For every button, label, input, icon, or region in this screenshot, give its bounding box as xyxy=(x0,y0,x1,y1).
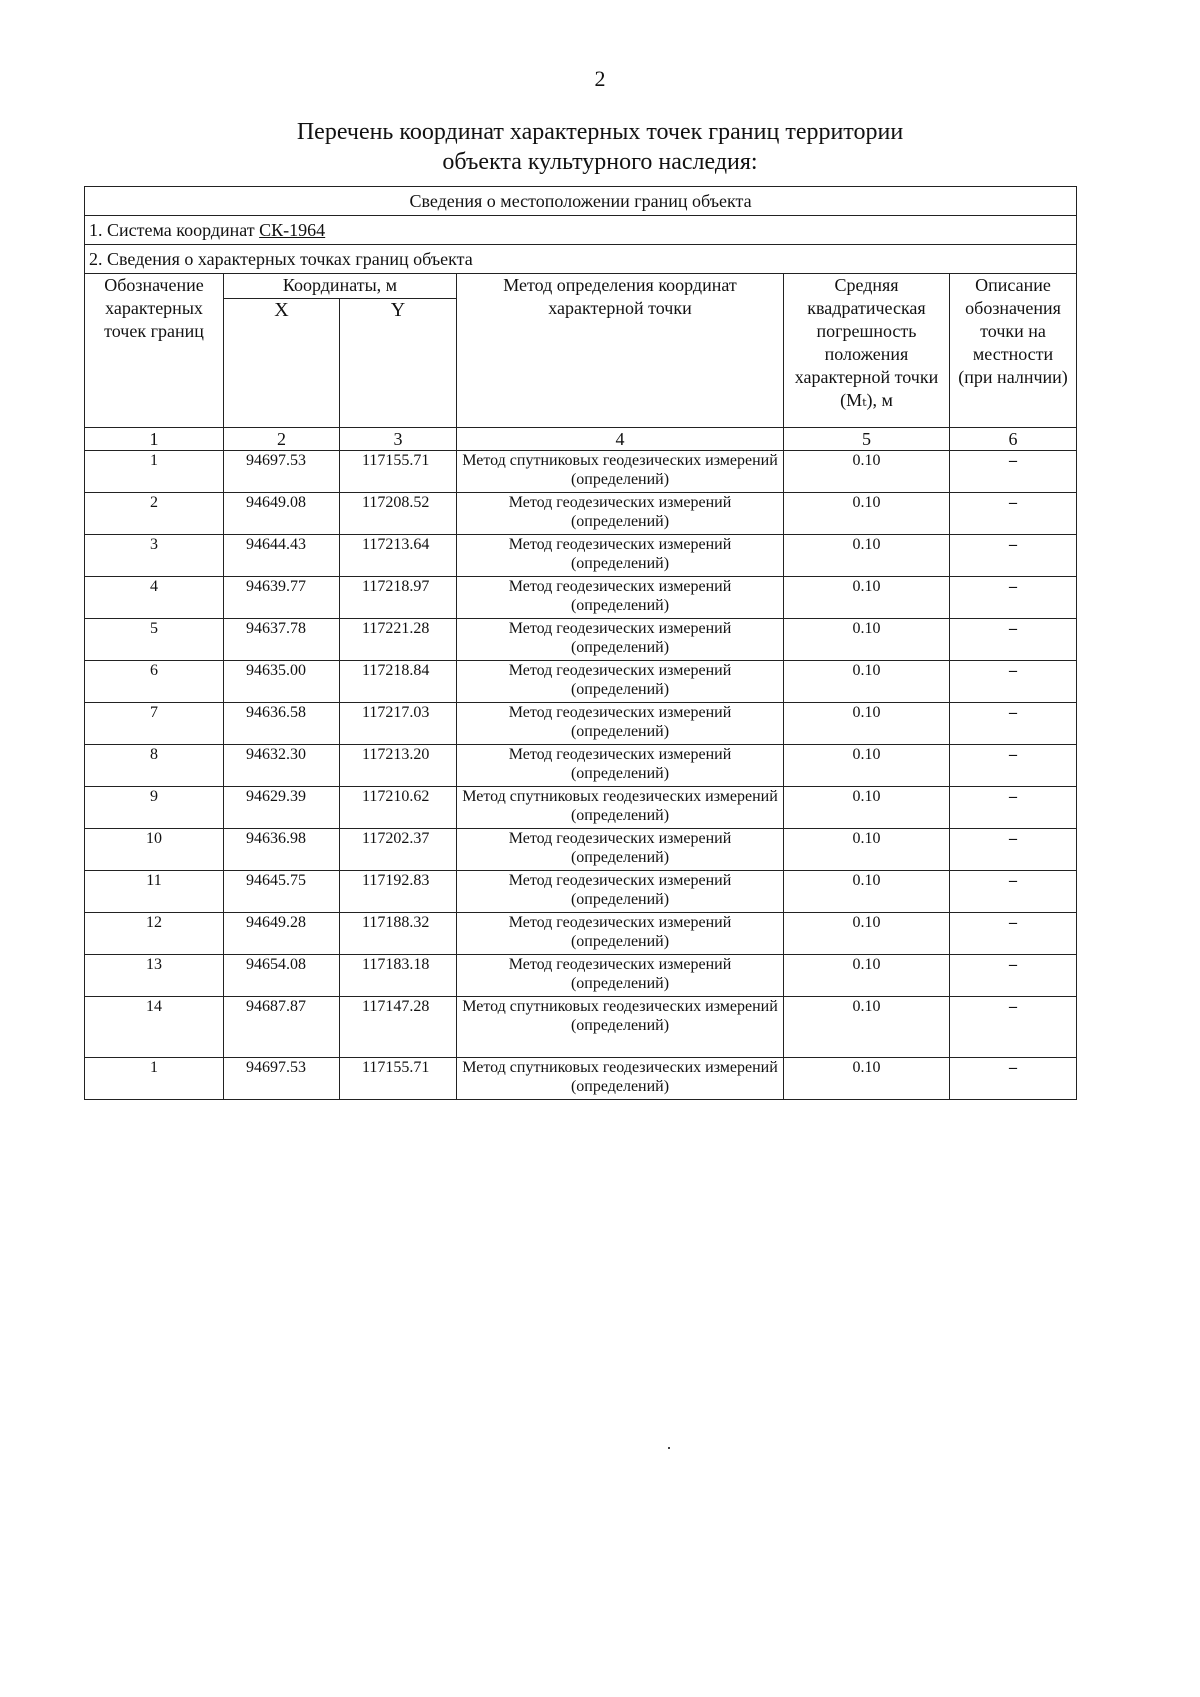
header-row-1 xyxy=(85,274,1077,299)
error-cell: 0.10 xyxy=(784,787,950,829)
error-cell: 0.10 xyxy=(784,997,950,1058)
table-row xyxy=(85,535,1077,577)
y-coordinate-cell: 117208.52 xyxy=(340,493,457,535)
coord-system xyxy=(85,216,1077,245)
method-cell: Метод спутниковых геодезических измерений (определений) xyxy=(457,787,784,829)
page-number: 2 xyxy=(594,66,606,91)
description-cell: – xyxy=(950,703,1077,745)
point-number-cell: 10 xyxy=(85,829,224,871)
y-coordinate-cell: 117183.18 xyxy=(340,955,457,997)
error-cell: 0.10 xyxy=(784,871,950,913)
table-body xyxy=(85,451,1077,1100)
error-cell: 0.10 xyxy=(784,577,950,619)
coord-system-label: 1. Система координат xyxy=(89,220,260,240)
y-coordinate-cell: 117213.64 xyxy=(340,535,457,577)
column-number: 6 xyxy=(950,428,1077,451)
y-coordinate-cell: 117155.71 xyxy=(340,1058,457,1100)
description-cell: – xyxy=(950,913,1077,955)
table-row xyxy=(85,787,1077,829)
y-coordinate-cell: 117147.28 xyxy=(340,997,457,1058)
error-cell: 0.10 xyxy=(784,703,950,745)
method-cell: Метод спутниковых геодезических измерений (определений) xyxy=(457,997,784,1058)
section-title: Сведения о местоположении границ объекта xyxy=(85,187,1077,216)
method-cell: Метод геодезических измерений (определений) xyxy=(457,913,784,955)
document-title-line-1: Перечень координат характерных точек границ территории xyxy=(296,119,904,145)
point-number-cell: 12 xyxy=(85,913,224,955)
x-coordinate-cell: 94654.08 xyxy=(224,955,340,997)
x-coordinate-cell: 94639.77 xyxy=(224,577,340,619)
method-cell: Метод геодезических измерений (определений) xyxy=(457,955,784,997)
x-coordinate-cell: 94687.87 xyxy=(224,997,340,1058)
description-cell: – xyxy=(950,955,1077,997)
description-cell: – xyxy=(950,1058,1077,1100)
table-row xyxy=(85,871,1077,913)
section-title-row xyxy=(85,187,1077,216)
x-coordinate-cell: 94635.00 xyxy=(224,661,340,703)
point-number-cell: 14 xyxy=(85,997,224,1058)
error-cell: 0.10 xyxy=(784,619,950,661)
column-number-row xyxy=(85,428,1077,451)
table-row xyxy=(85,829,1077,871)
column-number: 1 xyxy=(85,428,224,451)
points-info-label: 2. Сведения о характерных точках границ объекта xyxy=(85,245,1077,274)
description-cell: – xyxy=(950,535,1077,577)
table-row xyxy=(85,703,1077,745)
error-cell: 0.10 xyxy=(784,913,950,955)
y-coordinate-cell: 117188.32 xyxy=(340,913,457,955)
y-coordinate-cell: 117218.97 xyxy=(340,577,457,619)
y-coordinate-cell: 117217.03 xyxy=(340,703,457,745)
table-row xyxy=(85,493,1077,535)
x-coordinate-cell: 94645.75 xyxy=(224,871,340,913)
header-point-designation: Обозначение характерных точек границ xyxy=(85,274,224,428)
column-number: 4 xyxy=(457,428,784,451)
scan-speck xyxy=(668,1447,670,1449)
x-coordinate-cell: 94636.98 xyxy=(224,829,340,871)
points-info-row xyxy=(85,245,1077,274)
header-error: Средняя квадратическая погрешность положения характерной точки (Mₜ), м xyxy=(784,274,950,428)
method-cell: Метод геодезических измерений (определений) xyxy=(457,661,784,703)
point-number-cell: 6 xyxy=(85,661,224,703)
coordinates-table xyxy=(84,186,1077,1100)
point-number-cell: 7 xyxy=(85,703,224,745)
method-cell: Метод спутниковых геодезических измерений (определений) xyxy=(457,451,784,493)
point-number-cell: 8 xyxy=(85,745,224,787)
description-cell: – xyxy=(950,871,1077,913)
description-cell: – xyxy=(950,787,1077,829)
table-row xyxy=(85,661,1077,703)
header-y: Y xyxy=(340,299,457,428)
method-cell: Метод геодезических измерений (определений) xyxy=(457,577,784,619)
column-number: 3 xyxy=(340,428,457,451)
description-cell: – xyxy=(950,451,1077,493)
point-number-cell: 3 xyxy=(85,535,224,577)
point-number-cell: 5 xyxy=(85,619,224,661)
y-coordinate-cell: 117210.62 xyxy=(340,787,457,829)
description-cell: – xyxy=(950,829,1077,871)
header-x: X xyxy=(224,299,340,428)
table-row xyxy=(85,577,1077,619)
point-number-cell: 4 xyxy=(85,577,224,619)
method-cell: Метод геодезических измерений (определений) xyxy=(457,745,784,787)
error-cell: 0.10 xyxy=(784,661,950,703)
description-cell: – xyxy=(950,997,1077,1058)
table-row xyxy=(85,745,1077,787)
error-cell: 0.10 xyxy=(784,955,950,997)
error-cell: 0.10 xyxy=(784,829,950,871)
y-coordinate-cell: 117202.37 xyxy=(340,829,457,871)
method-cell: Метод геодезических измерений (определений) xyxy=(457,619,784,661)
point-number-cell: 13 xyxy=(85,955,224,997)
description-cell: – xyxy=(950,619,1077,661)
x-coordinate-cell: 94697.53 xyxy=(224,1058,340,1100)
method-cell: Метод геодезических измерений (определений) xyxy=(457,535,784,577)
x-coordinate-cell: 94636.58 xyxy=(224,703,340,745)
table-row xyxy=(85,619,1077,661)
header-method: Метод определения координат характерной точки xyxy=(457,274,784,428)
table-row xyxy=(85,955,1077,997)
method-cell: Метод геодезических измерений (определений) xyxy=(457,703,784,745)
table-row xyxy=(85,451,1077,493)
description-cell: – xyxy=(950,577,1077,619)
table-row xyxy=(85,913,1077,955)
y-coordinate-cell: 117155.71 xyxy=(340,451,457,493)
y-coordinate-cell: 117213.20 xyxy=(340,745,457,787)
method-cell: Метод геодезических измерений (определений) xyxy=(457,829,784,871)
point-number-cell: 2 xyxy=(85,493,224,535)
x-coordinate-cell: 94644.43 xyxy=(224,535,340,577)
document-title-line-2: объекта культурного наследия: xyxy=(442,149,758,175)
y-coordinate-cell: 117221.28 xyxy=(340,619,457,661)
x-coordinate-cell: 94629.39 xyxy=(224,787,340,829)
point-number-cell: 1 xyxy=(85,451,224,493)
point-number-cell: 9 xyxy=(85,787,224,829)
description-cell: – xyxy=(950,493,1077,535)
description-cell: – xyxy=(950,745,1077,787)
method-cell: Метод геодезических измерений (определений) xyxy=(457,493,784,535)
coord-system-value: СК-1964 xyxy=(259,220,326,240)
error-cell: 0.10 xyxy=(784,493,950,535)
table-row xyxy=(85,997,1077,1058)
document-title xyxy=(0,117,1200,177)
x-coordinate-cell: 94697.53 xyxy=(224,451,340,493)
column-number: 2 xyxy=(224,428,340,451)
y-coordinate-cell: 117218.84 xyxy=(340,661,457,703)
method-cell: Метод спутниковых геодезических измерений (определений) xyxy=(457,1058,784,1100)
error-cell: 0.10 xyxy=(784,1058,950,1100)
coord-system-row xyxy=(85,216,1077,245)
point-number-cell: 1 xyxy=(85,1058,224,1100)
x-coordinate-cell: 94637.78 xyxy=(224,619,340,661)
point-number-cell: 11 xyxy=(85,871,224,913)
y-coordinate-cell: 117192.83 xyxy=(340,871,457,913)
method-cell: Метод геодезических измерений (определений) xyxy=(457,871,784,913)
header-coordinates: Координаты, м xyxy=(224,274,457,299)
x-coordinate-cell: 94632.30 xyxy=(224,745,340,787)
x-coordinate-cell: 94649.08 xyxy=(224,493,340,535)
table-row xyxy=(85,1058,1077,1100)
error-cell: 0.10 xyxy=(784,451,950,493)
column-number: 5 xyxy=(784,428,950,451)
error-cell: 0.10 xyxy=(784,535,950,577)
header-description: Описание обозначения точки на местности (при налнчии) xyxy=(950,274,1077,428)
error-cell: 0.10 xyxy=(784,745,950,787)
x-coordinate-cell: 94649.28 xyxy=(224,913,340,955)
description-cell: – xyxy=(950,661,1077,703)
